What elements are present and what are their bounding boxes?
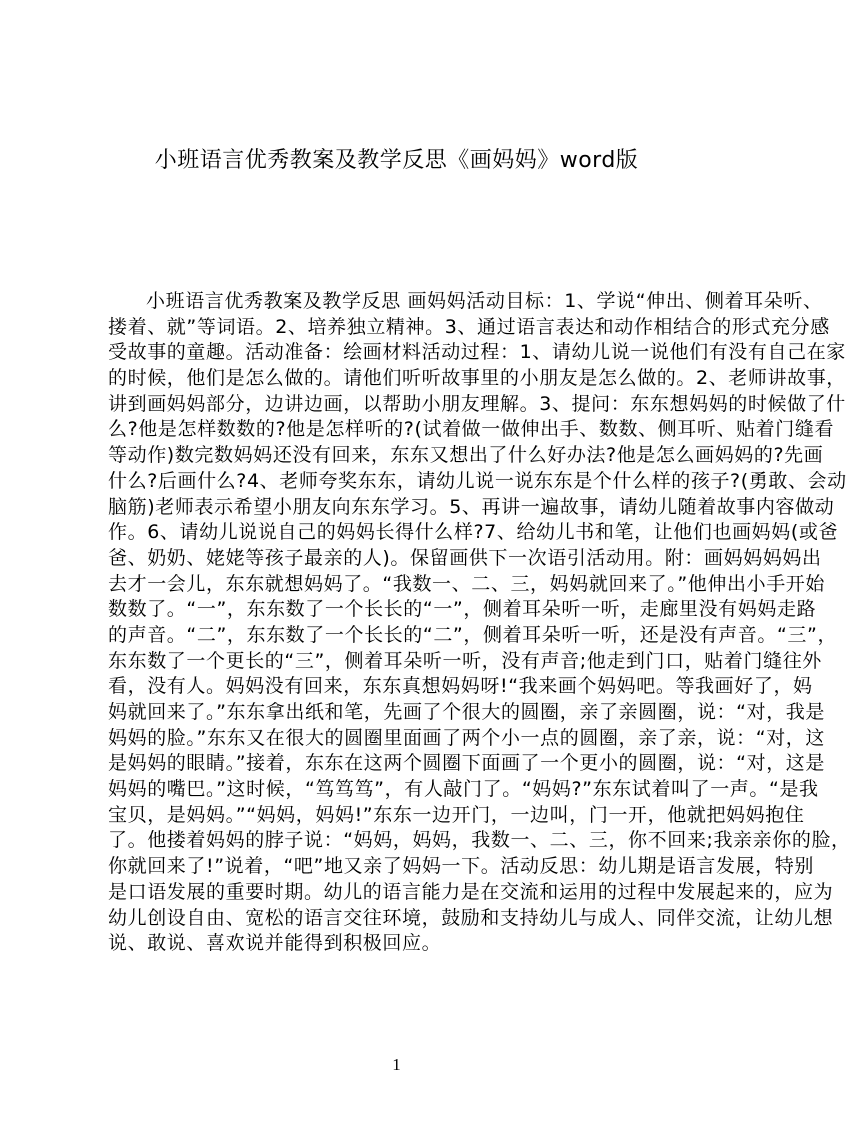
body-text-line: 你就回来了!”说着，“吧”地又亲了妈妈一下。活动反思：幼儿期是语言发展，特别 <box>108 855 814 878</box>
page-number: 1 <box>392 1055 401 1074</box>
body-text-line: 爸、奶奶、姥姥等孩子最亲的人)。保留画供下一次语引活动用。附：画妈妈妈妈出 <box>108 546 822 569</box>
body-text-line: 小班语言优秀教案及教学反思 画妈妈活动目标：1、学说“伸出、侧着耳朵听、 <box>146 290 823 312</box>
document-title: 小班语言优秀教案及教学反思《画妈妈》word版 <box>154 148 639 173</box>
body-text-line: 的时候，他们是怎么做的。请他们听听故事里的小朋友是怎么做的。2、老师讲故事， <box>108 367 846 390</box>
body-text-line: 是妈妈的眼睛。”接着，东东在这两个圆圈下面画了一个更小的圆圈，说：“对，这是 <box>108 752 825 775</box>
body-text-line: 脑筋)老师表示希望小朋友向东东学习。5、再讲一遍故事，请幼儿随着故事内容做动 <box>108 495 835 518</box>
body-text-line: 是口语发展的重要时期。幼儿的语言能力是在交流和运用的过程中发展起来的，应为 <box>108 880 834 903</box>
body-text-line: 什么?后画什么?4、老师夸奖东东，请幼儿说一说东东是个什么样的孩子?(勇敢、会动 <box>108 469 847 492</box>
body-text-line: 东东数了一个更长的“三”，侧着耳朵听一听，没有声音;他走到门口，贴着门缝往外 <box>108 649 822 672</box>
body-text-line: 幼儿创设自由、宽松的语言交往环境，鼓励和支持幼儿与成人、同伴交流，让幼儿想 <box>108 906 834 929</box>
body-text-line: 么?他是怎样数数的?他是怎样听的?(试着做一做伸出手、数数、侧耳听、贴着门缝看 <box>108 418 835 441</box>
body-text-line: 说、敢说、喜欢说并能得到积极回应。 <box>108 932 442 955</box>
body-text-line: 去才一会儿，东东就想妈妈了。“我数一、二、三，妈妈就回来了。”他伸出小手开始 <box>108 572 825 595</box>
body-text-line: 妈就回来了。”东东拿出纸和笔，先画了个很大的圆圈，亲了亲圆圈，说：“对，我是 <box>108 701 825 723</box>
body-text-line: 妈妈的嘴巴。”这时候，“笃笃笃”，有人敲门了。“妈妈?”东东试着叫了一声。“是我 <box>108 778 819 801</box>
body-text-line: 妈妈的脸。”东东又在很大的圆圈里面画了两个小一点的圆圈，亲了亲，说：“对，这 <box>108 726 825 749</box>
body-text-line: 的声音。“二”，东东数了一个长长的“二”，侧着耳朵听一听，还是没有声音。“三”， <box>108 623 838 646</box>
body-text-line: 受故事的童趣。活动准备：绘画材料活动过程：1、请幼儿说一说他们有没有自己在家 <box>108 341 846 364</box>
body-text-line: 搂着、就”等词语。2、培养独立精神。3、通过语言表达和动作相结合的形式充分感 <box>108 315 830 338</box>
document-body <box>108 289 851 957</box>
body-text-line: 看，没有人。妈妈没有回来，东东真想妈妈呀!“我来画个妈妈吧。等我画好了，妈 <box>108 675 813 698</box>
body-text-line: 数数了。“一”，东东数了一个长长的“一”，侧着耳朵听一听，走廊里没有妈妈走路 <box>108 598 817 621</box>
body-text-line: 讲到画妈妈部分，边讲边画，以帮助小朋友理解。3、提问：东东想妈妈的时候做了什 <box>108 392 846 415</box>
body-text-line: 宝贝，是妈妈。”“妈妈，妈妈!”东东一边开门，一边叫，门一开，他就把妈妈抱住 <box>108 803 805 826</box>
body-text-line: 了。他搂着妈妈的脖子说：“妈妈，妈妈，我数一、二、三，你不回来;我亲亲你的脸， <box>108 829 851 852</box>
body-text-line: 作。6、请幼儿说说自己的妈妈长得什么样?7、给幼儿书和笔，让他们也画妈妈(或爸 <box>108 521 839 544</box>
body-text-line: 等动作)数完数妈妈还没有回来，东东又想出了什么好办法?他是怎么画妈妈的?先画 <box>108 444 824 467</box>
